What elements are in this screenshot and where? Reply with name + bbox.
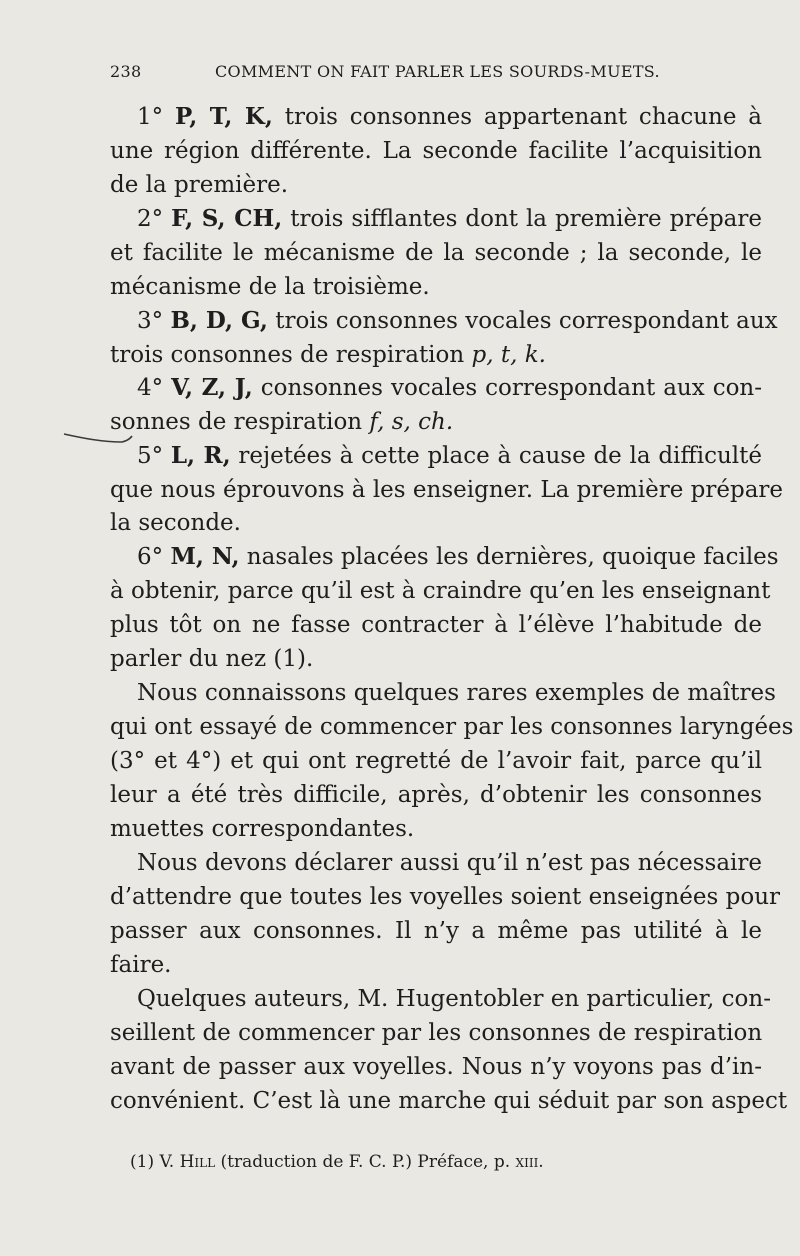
text-line: faire. bbox=[110, 952, 172, 978]
consonant-group: V, Z, J, bbox=[171, 374, 253, 401]
text-line: et facilite le mécanisme de la seconde ; la seconde, le bbox=[110, 240, 762, 266]
text-line: 4° V, Z, J, consonnes vocales correspondant aux con- bbox=[137, 374, 763, 401]
text-line: (3° et 4°) et qui ont regretté de l’avoir fait, parce qu’il bbox=[110, 748, 762, 774]
text-line: la seconde. bbox=[110, 510, 241, 536]
text-line: mécanisme de la troisième. bbox=[110, 274, 430, 300]
text-line: seillent de commencer par les consonnes de respiration bbox=[110, 1020, 763, 1046]
consonant-group: P, T, K, bbox=[174, 103, 273, 130]
text-line: sonnes de respiration f, s, ch. bbox=[110, 409, 454, 435]
text-line: trois consonnes de respiration p, t, k. bbox=[110, 342, 546, 368]
text-line: 5° L, R, rejetées à cette place à cause de la difficulté bbox=[137, 442, 762, 469]
text-line: qui ont essayé de commencer par les consonnes laryngées bbox=[110, 714, 794, 740]
text-line: une région différente. La seconde facilite l’acquisition bbox=[110, 138, 762, 164]
text-line: de la première. bbox=[110, 172, 289, 198]
text-line: 3° B, D, G, trois consonnes vocales correspondant aux bbox=[137, 307, 778, 334]
footnote: (1) V. Hill (traduction de F. C. P.) Préface, p. xiii. bbox=[130, 1152, 544, 1172]
text-line: d’attendre que toutes les voyelles soient enseignées pour bbox=[110, 884, 781, 910]
text-line: plus tôt on ne fasse contracter à l’élève l’habitude de bbox=[110, 612, 762, 638]
text-line: Quelques auteurs, M. Hugentobler en particulier, con- bbox=[137, 986, 771, 1012]
consonant-group: B, D, G, bbox=[170, 307, 268, 334]
text-line: que nous éprouvons à les enseigner. La première prépare bbox=[110, 477, 784, 503]
consonant-group: F, S, CH, bbox=[171, 205, 283, 232]
text-line: Nous devons déclarer aussi qu’il n’est pas nécessaire bbox=[137, 850, 762, 876]
text-line: à obtenir, parce qu’il est à craindre qu’en les enseignant bbox=[110, 578, 771, 604]
text-line: Nous connaissons quelques rares exemples de maîtres bbox=[137, 680, 776, 706]
running-title: COMMENT ON FAIT PARLER LES SOURDS-MUETS. bbox=[215, 62, 660, 81]
consonant-group: M, N, bbox=[170, 543, 240, 570]
pencil-margin-mark-icon bbox=[62, 430, 134, 450]
text-line: 2° F, S, CH, trois sifflantes dont la première prépare bbox=[137, 205, 762, 232]
page-number: 238 bbox=[110, 62, 142, 81]
text-line: passer aux consonnes. Il n’y a même pas utilité à le bbox=[110, 918, 762, 944]
text-line: 6° M, N, nasales placées les dernières, quoique faciles bbox=[137, 543, 779, 570]
text-line: avant de passer aux voyelles. Nous n’y voyons pas d’in- bbox=[110, 1054, 762, 1080]
consonant-group: L, R, bbox=[170, 442, 231, 469]
text-line: 1° P, T, K, trois consonnes appartenant chacune à bbox=[137, 103, 762, 130]
text-line: convénient. C’est là une marche qui séduit par son aspect bbox=[110, 1088, 788, 1114]
text-line: muettes correspondantes. bbox=[110, 816, 415, 842]
text-line: parler du nez (1). bbox=[110, 646, 314, 672]
text-line: leur a été très difficile, après, d’obtenir les consonnes bbox=[110, 782, 762, 808]
